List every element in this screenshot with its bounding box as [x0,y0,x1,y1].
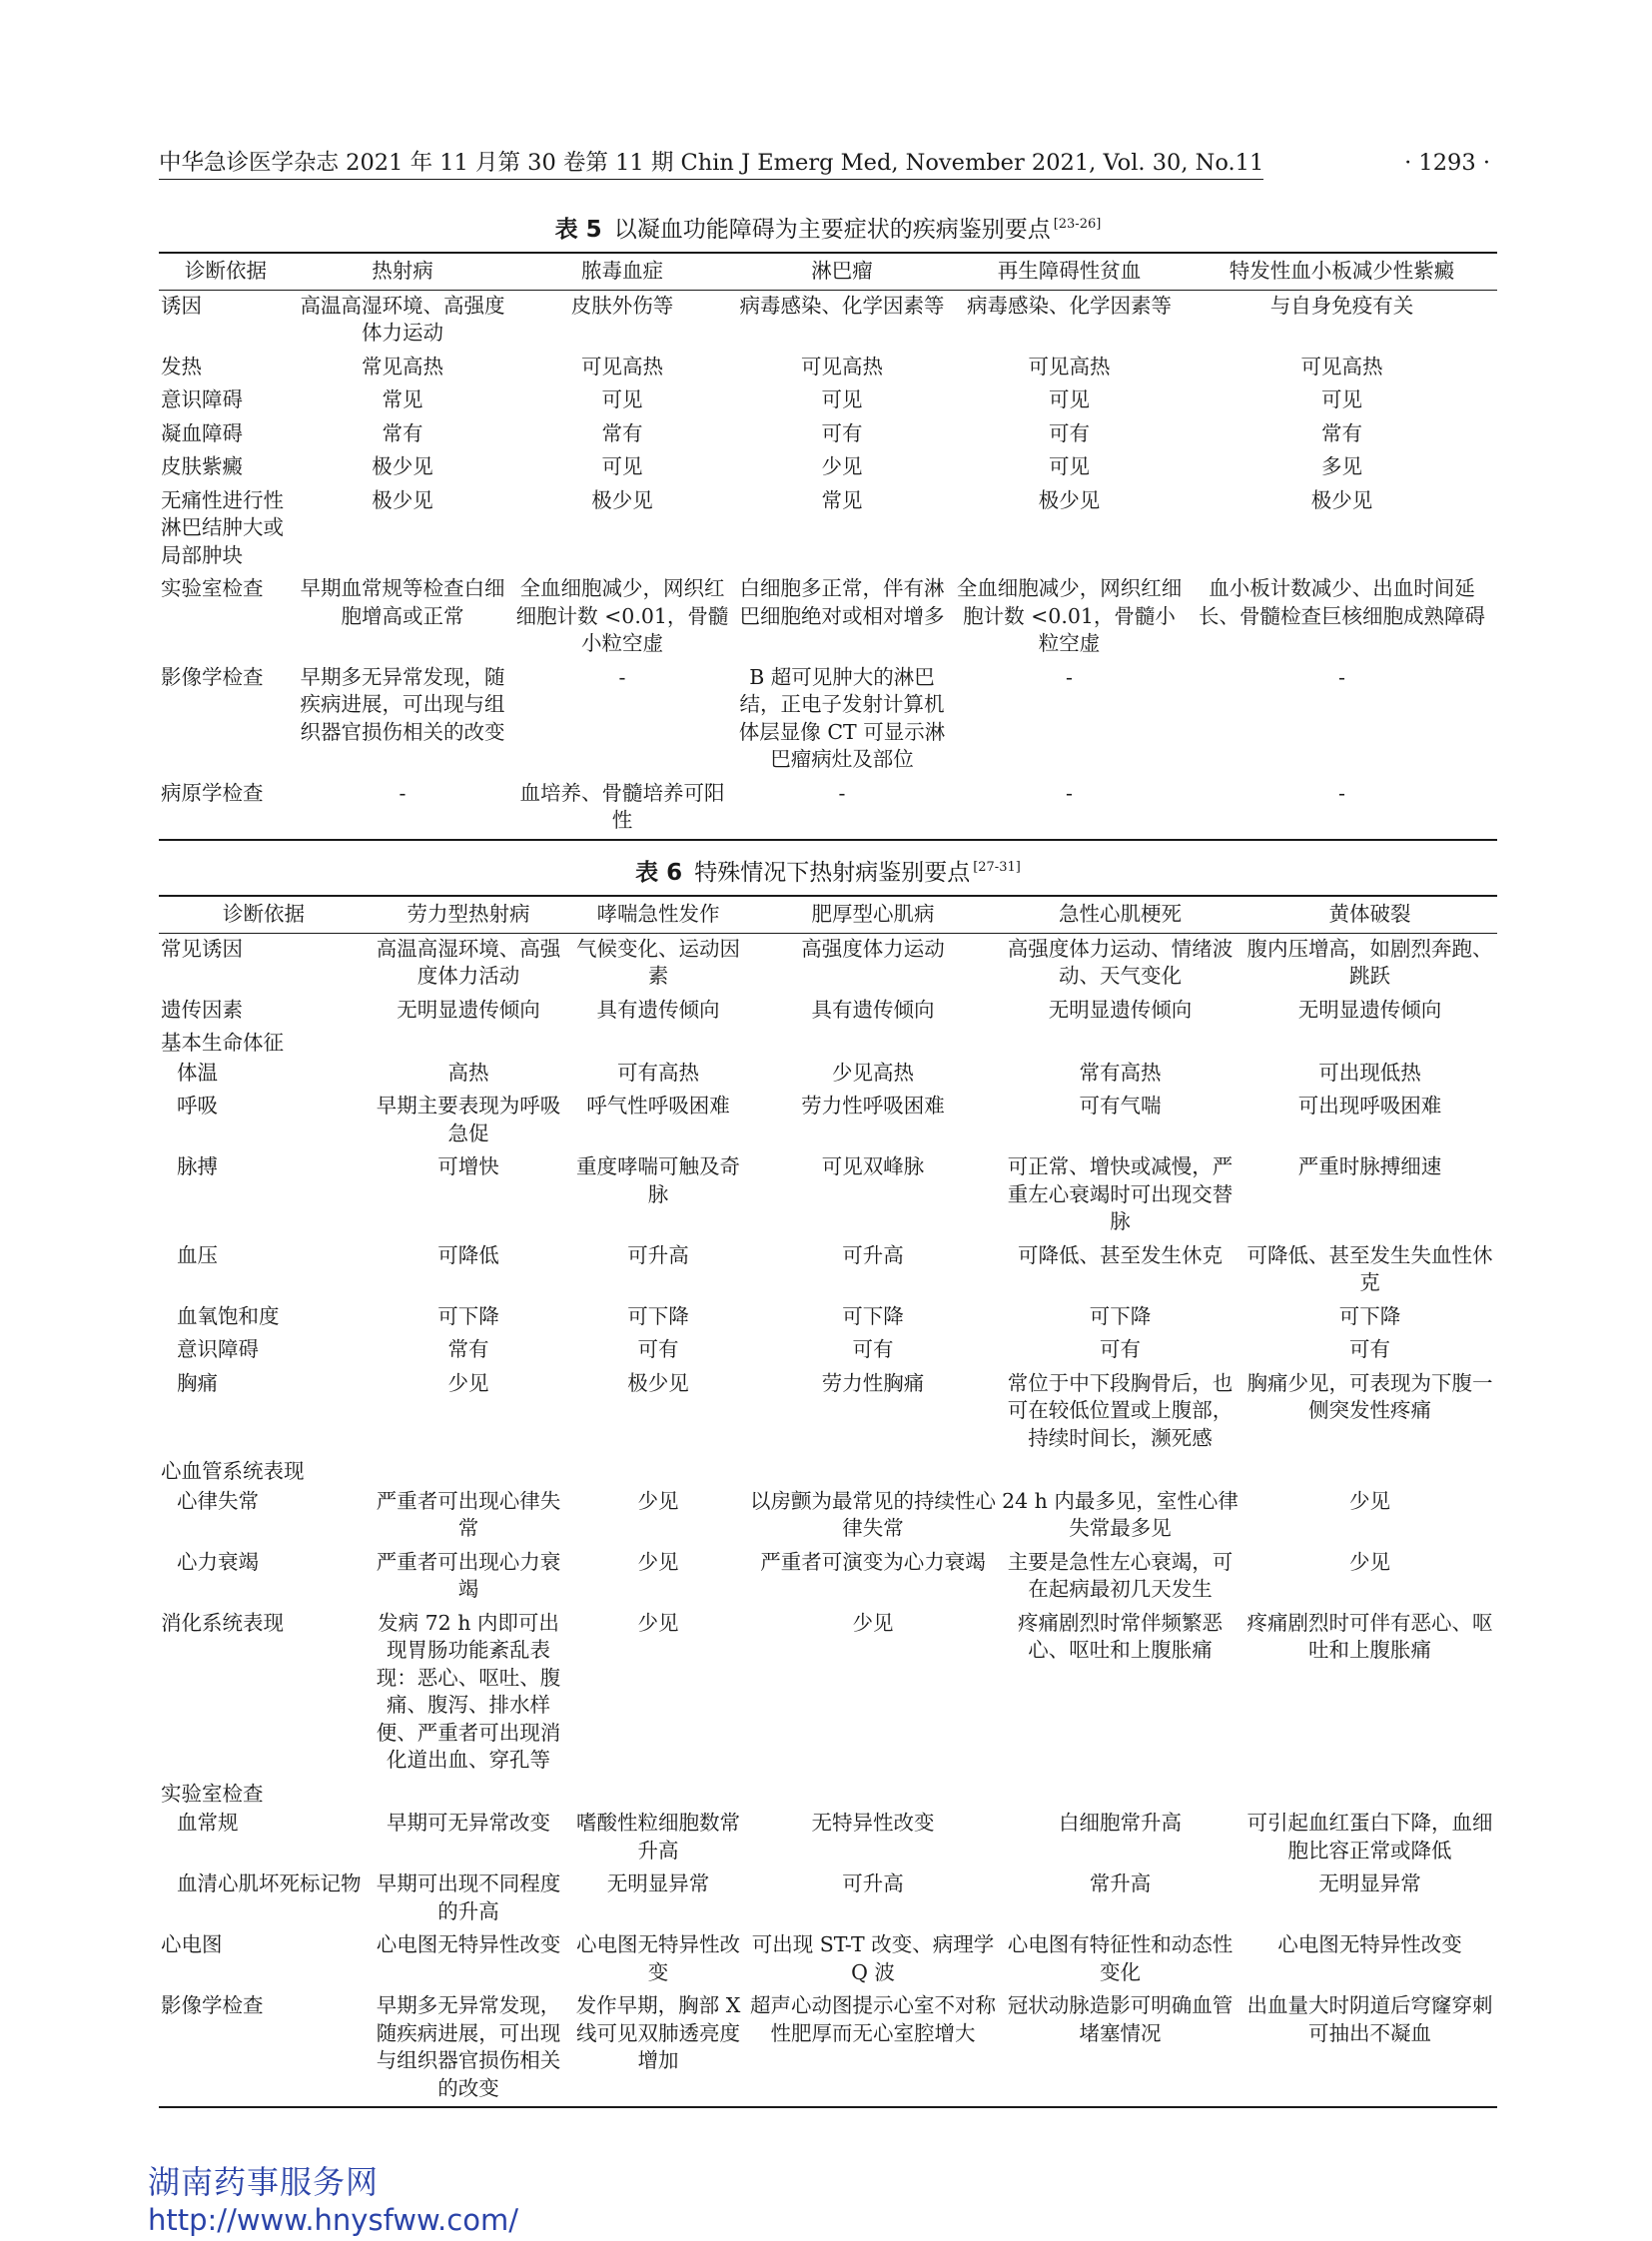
header-row [159,896,1497,933]
table-row [159,418,1497,452]
table-cell: 少见 [447,1370,489,1395]
table-cell: 重度哮喘可触及奇脉 [576,1154,740,1206]
table-cell: 高热 [447,1060,489,1085]
table-cell: 可出现低热 [1318,1060,1421,1085]
table-cell: 可下降 [1338,1303,1401,1328]
row-label: 血压 [177,1242,218,1267]
table-cell: 可引起血红蛋白下降，血细胞比容正常或降低 [1246,1811,1493,1863]
table-6-label: 表 6 [635,860,683,886]
table-cell: 早期可出现不同程度的升高 [376,1871,561,1923]
table-cell: - [1338,664,1345,689]
table-cell: 气候变化、运动因素 [576,936,740,988]
table-cell: 严重者可演变为心力衰竭 [760,1549,986,1574]
row-label: 病原学检查 [161,780,264,805]
table-cell: 高强度体力运动、情绪波动、天气变化 [1007,936,1234,988]
table-6-refs: [27-31] [973,860,1021,875]
table-cell: - [618,664,626,689]
row-label: 血常规 [177,1811,239,1835]
table-cell: 可有 [821,420,863,445]
column-header: 黄体破裂 [1242,896,1497,933]
table-cell: 可下降 [1089,1303,1152,1328]
table-cell: 可正常、增快或减慢，严重左心衰竭时可出现交替脉 [1007,1154,1234,1233]
table-5-body [159,290,1497,840]
table-cell: 严重者可出现心律失常 [376,1488,561,1540]
row-label: 影像学检查 [161,664,264,689]
row-label: 脉搏 [177,1154,218,1178]
table-cell: 可见高热 [1028,354,1111,378]
table-cell: 多见 [1321,454,1362,478]
table-cell: 可下降 [437,1303,499,1328]
table-row [159,1091,1497,1151]
table-cell: 无明显遗传倾向 [397,997,540,1022]
table-cell: 可见 [1049,454,1090,478]
row-label: 意识障碍 [177,1337,259,1361]
table-cell: 嗜酸性粒细胞数常升高 [576,1811,740,1863]
table-cell: 可有 [1100,1337,1141,1361]
table-cell: 胸痛少见，可表现为下腹一侧突发性疼痛 [1246,1370,1493,1422]
table-cell: 少见 [1349,1488,1390,1513]
column-header: 脓毒血症 [512,253,732,290]
group-row [159,1456,1497,1486]
row-label: 实验室检查 [161,576,264,600]
table-5-title: 以凝血功能障碍为主要症状的疾病鉴别要点 [613,217,1051,243]
table-6 [159,895,1497,2108]
header-row [159,253,1497,290]
table-cell: 可有 [1349,1337,1390,1361]
table-cell: 可有 [637,1337,679,1361]
column-header: 特发性血小板减少性紫癜 [1187,253,1497,290]
table-cell: 极少见 [627,1370,689,1395]
table-cell: 可见高热 [801,354,883,378]
table-cell: 常升高 [1089,1871,1152,1895]
table-cell: - [1066,780,1073,805]
table-cell: 发作早期，胸部 X 线可见双肺透亮度增加 [575,1993,741,2072]
table-cell: 可升高 [627,1242,689,1267]
row-label: 消化系统表现 [161,1610,284,1635]
column-header: 诊断依据 [159,253,293,290]
group-row [159,1779,1497,1809]
table-cell: 呼气性呼吸困难 [586,1094,730,1118]
watermark-site-name: 湖南药事服务网 [148,2163,380,2201]
table-5 [159,252,1497,841]
table-cell: 可降低、甚至发生失血性休克 [1246,1242,1493,1294]
column-header: 热射病 [293,253,512,290]
table-cell: 常见 [821,487,863,512]
table-cell: 无明显异常 [1318,1871,1421,1895]
row-label: 心电图 [161,1932,223,1956]
table-cell: 白细胞多正常，伴有淋巴细胞绝对或相对增多 [739,576,945,628]
row-label: 呼吸 [177,1094,218,1118]
table-cell: 可降低 [437,1242,499,1267]
table-5-header [159,253,1497,290]
table-5-caption [159,214,1497,252]
column-header: 淋巴瘤 [732,253,952,290]
table-cell: 少见 [637,1488,679,1513]
table-6-body [159,933,1497,2107]
table-cell: 少见 [852,1610,894,1635]
table-cell: 可见 [601,387,643,411]
row-label: 无痛性进行性淋巴结肿大或局部肿块 [161,487,284,567]
row-label: 凝血障碍 [161,420,243,445]
table-row [159,1868,1497,1929]
column-header: 急性心肌梗死 [998,896,1242,933]
table-row [159,1547,1497,1608]
table-cell: 以房颤为最常见的持续性心律失常 [750,1488,996,1540]
table-cell: 早期主要表现为呼吸急促 [376,1094,561,1145]
journal-citation: 中华急诊医学杂志 2021 年 11 月第 30 卷第 11 期 Chin J Emerg Med, November 2021, Vol. 30, No.11 [159,148,1263,180]
table-cell: 早期血常规等检查白细胞增高或正常 [300,576,505,628]
table-cell: 极少见 [1038,487,1101,512]
table-row [159,1608,1497,1779]
page-number: · 1293 · [1404,150,1490,176]
table-cell: 高温高湿环境、高强度体力活动 [376,936,561,988]
table-row [159,1058,1497,1092]
row-label: 心律失常 [177,1488,259,1513]
table-cell: 少见 [821,454,863,478]
table-cell: 具有遗传倾向 [811,997,935,1022]
row-label: 皮肤紫癜 [161,454,243,478]
table-cell: 严重时脉搏细速 [1297,1154,1442,1178]
table-cell: 可升高 [842,1242,904,1267]
table-cell: 白细胞常升高 [1059,1811,1182,1835]
table-cell: 可下降 [627,1303,689,1328]
table-cell: 心电图无特异性改变 [376,1932,561,1956]
table-cell: 常有 [1321,420,1362,445]
table-row [159,1334,1497,1368]
table-cell: 可出现 ST-T 改变、病理学 Q 波 [751,1932,995,1984]
table-row [159,485,1497,574]
table-cell: 超声心动图提示心室不对称性肥厚而无心室腔增大 [750,1993,996,2045]
table-cell: 可升高 [842,1871,904,1895]
row-label: 血氧饱和度 [177,1303,280,1328]
table-cell: 可见 [601,454,643,478]
row-label: 影像学检查 [161,1993,264,2017]
table-cell: - [1066,664,1073,689]
table-cell: 疼痛剧烈时可伴有恶心、呕吐和上腹胀痛 [1246,1610,1493,1662]
group-label: 基本生命体征 [161,1031,284,1055]
table-cell: 可见 [1321,387,1362,411]
row-label: 遗传因素 [161,997,243,1022]
table-row [159,1486,1497,1547]
table-cell: 血小板计数减少、出血时间延长、骨髓检查巨核细胞成熟障碍 [1199,576,1485,628]
table-cell: 心电图有特征性和动态性变化 [1007,1932,1234,1984]
table-cell: 常见高热 [362,354,443,378]
table-row [159,778,1497,840]
table-row [159,1301,1497,1335]
table-cell: 可有高热 [617,1060,699,1085]
table-cell: 24 h 内最多见，室性心律失常最多见 [1002,1488,1239,1540]
table-cell: 极少见 [591,487,653,512]
watermark-url: http://www.hnysfww.com/ [148,2203,518,2237]
table-cell: 可降低、甚至发生休克 [1018,1242,1223,1267]
table-cell: 极少见 [372,487,433,512]
table-cell: 少见 [1349,1549,1390,1574]
table-cell: 极少见 [372,454,433,478]
table-cell: 可见双峰脉 [821,1154,925,1178]
group-row [159,1028,1497,1058]
table-cell: 冠状动脉造影可明确血管堵塞情况 [1007,1993,1234,2045]
table-cell: 可见高热 [581,354,663,378]
table-cell: 常位于中下段胸骨后，也可在较低位置或上腹部，持续时间长，濒死感 [1007,1370,1234,1450]
table-cell: 与自身免疫有关 [1269,293,1414,318]
row-label: 胸痛 [177,1370,218,1395]
table-6-header [159,896,1497,933]
table-cell: 无特异性改变 [811,1811,935,1835]
table-row [159,1240,1497,1301]
table-cell: 可见 [821,387,863,411]
table-cell: 可有气喘 [1079,1094,1162,1118]
table-cell: 心电图无特异性改变 [1277,1932,1462,1956]
table-cell: 病毒感染、化学因素等 [739,293,945,318]
table-cell: 发病 72 h 内即可出现胃肠功能紊乱表现：恶心、呕吐、腹痛、腹泻、排水样便、严重者可出现消化道出血、穿孔等 [376,1610,561,1772]
table-row [159,573,1497,662]
row-label: 诱因 [161,293,202,318]
column-header: 肥厚型心肌病 [748,896,998,933]
table-cell: - [838,780,846,805]
column-header: 再生障碍性贫血 [952,253,1187,290]
group-label: 实验室检查 [161,1781,264,1806]
row-label: 体温 [177,1060,218,1085]
watermark [148,2162,518,2238]
table-5-block [159,214,1497,841]
table-row [159,1151,1497,1240]
table-row [159,995,1497,1029]
table-cell: 早期可无异常改变 [387,1811,550,1835]
table-row [159,352,1497,385]
table-cell: B 超可见肿大的淋巴结，正电子发射计算机体层显像 CT 可显示淋巴瘤病灶及部位 [738,664,946,771]
table-cell: 全血细胞减少，网织红细胞计数 <0.01，骨髓小粒空虚 [515,576,729,655]
table-cell: 常见 [382,387,423,411]
table-row [159,290,1497,352]
table-cell: 可出现呼吸困难 [1297,1094,1442,1118]
table-cell: 主要是急性左心衰竭，可在起病最初几天发生 [1007,1549,1234,1601]
table-cell: 高强度体力运动 [801,936,945,961]
table-row [159,662,1497,778]
table-cell: 少见 [637,1610,679,1635]
column-header: 诊断依据 [159,896,369,933]
table-cell: 血培养、骨髓培养可阳性 [519,780,725,832]
table-cell: 腹内压增高，如剧烈奔跑、跳跃 [1246,936,1493,988]
table-cell: - [1338,780,1345,805]
table-cell: 早期多无异常发现，随疾病进展，可出现与组织器官损伤相关的改变 [376,1993,561,2100]
table-row [159,384,1497,418]
table-cell: 具有遗传倾向 [596,997,720,1022]
table-5-label: 表 5 [554,217,602,243]
table-cell: 劳力性呼吸困难 [801,1094,945,1118]
table-row [159,1368,1497,1457]
table-cell: 无明显异常 [606,1871,710,1895]
row-label: 血清心肌坏死标记物 [177,1871,362,1895]
row-label: 发热 [161,354,202,378]
table-cell: 高温高湿环境、高强度体力运动 [300,293,505,345]
table-cell: 可见高热 [1300,354,1383,378]
table-cell: 无明显遗传倾向 [1048,997,1193,1022]
table-cell: 可有 [852,1337,894,1361]
table-row [159,451,1497,485]
table-cell: 可增快 [437,1154,499,1178]
table-6-block [159,857,1497,2108]
table-cell: 常有 [601,420,643,445]
table-6-title: 特殊情况下热射病鉴别要点 [694,860,971,886]
table-cell: 可有 [1049,420,1090,445]
table-row [159,1929,1497,1990]
table-cell: 可见 [1049,387,1090,411]
table-cell: 全血细胞减少，网织红细胞计数 <0.01，骨髓小粒空虚 [956,576,1183,655]
table-cell: - [399,780,407,805]
table-cell: 皮肤外伤等 [570,293,674,318]
table-cell: 常有 [447,1337,489,1361]
table-cell: 心电图无特异性改变 [576,1932,740,1984]
column-header: 哮喘急性发作 [568,896,748,933]
table-cell: 无明显遗传倾向 [1297,997,1442,1022]
column-header: 劳力型热射病 [369,896,568,933]
row-label: 意识障碍 [161,387,243,411]
table-5-refs: [23-26] [1053,217,1102,232]
table-cell: 常有高热 [1079,1060,1162,1085]
table-cell: 劳力性胸痛 [821,1370,925,1395]
table-cell: 可下降 [842,1303,904,1328]
table-cell: 少见 [637,1549,679,1574]
table-row [159,933,1497,995]
table-row [159,1808,1497,1868]
table-cell: 早期多无异常发现，随疾病进展，可出现与组织器官损伤相关的改变 [300,664,505,744]
table-cell: 少见高热 [832,1060,914,1085]
table-cell: 极少见 [1310,487,1373,512]
group-label: 心血管系统表现 [161,1459,305,1483]
table-6-caption [159,857,1497,895]
table-cell: 常有 [382,420,423,445]
table-cell: 病毒感染、化学因素等 [967,293,1172,318]
table-cell: 严重者可出现心力衰竭 [376,1549,561,1601]
table-cell: 疼痛剧烈时常伴频繁恶心、呕吐和上腹胀痛 [1018,1610,1223,1662]
table-row [159,1990,1497,2107]
row-label: 常见诱因 [161,936,243,961]
table-cell: 出血量大时阴道后穹窿穿刺可抽出不凝血 [1246,1993,1493,2045]
row-label: 心力衰竭 [177,1549,259,1574]
